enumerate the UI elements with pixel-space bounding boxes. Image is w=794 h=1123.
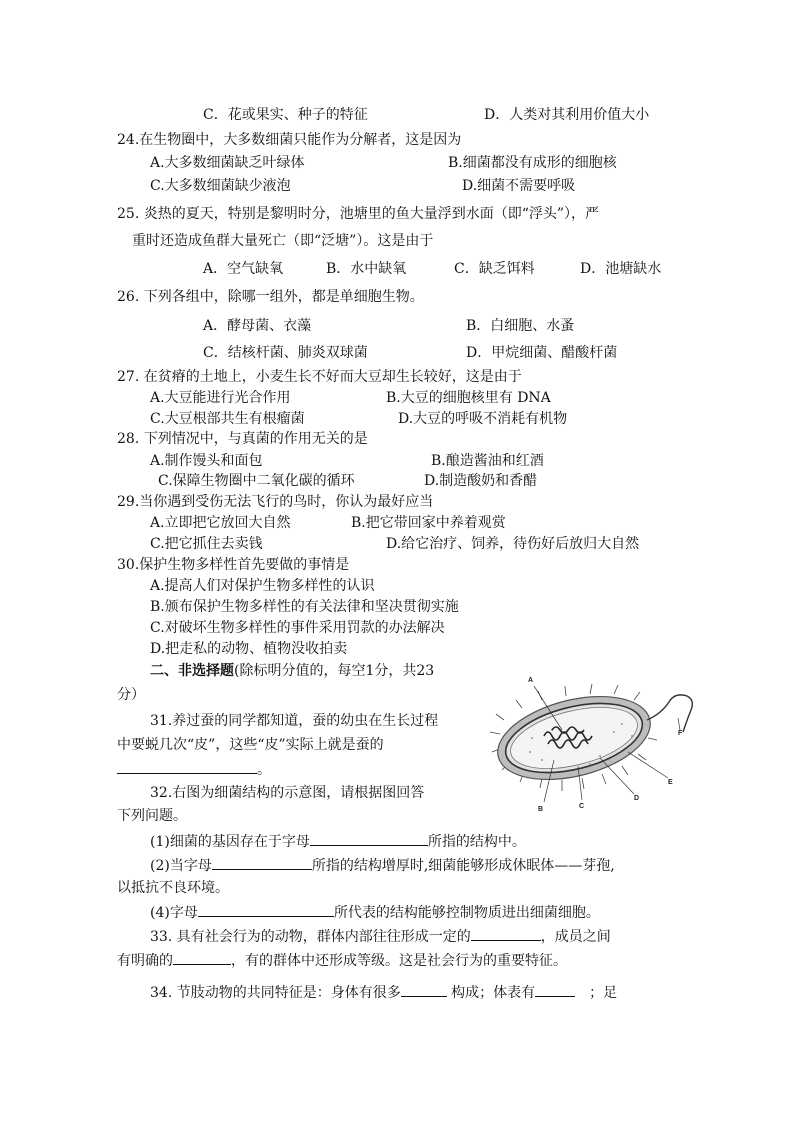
q31-line-1: 31.养过蚕的同学都知道，蚕的幼虫在生长过程	[150, 713, 439, 729]
label-c: C	[579, 803, 585, 810]
q27-option-c: C.大豆根部共生有根瘤菌	[150, 411, 305, 427]
q26-option-a: A．酵母菌、衣藻	[203, 318, 312, 334]
q31-line-2: 中要蜕几次“皮”，这些“皮”实际上就是蚕的	[117, 737, 384, 753]
label-d: D	[634, 795, 640, 802]
q32-blank-1[interactable]	[310, 831, 428, 846]
q33-line-1: 33. 具有社会行为的动物，群体内部往往形成一定的 ，成员之间	[150, 926, 611, 947]
section-2-title: 二、非选择题	[150, 663, 234, 679]
q25-stem-2: 重时还造成鱼群大量死亡（即“泛塘”）。这是由于	[132, 233, 434, 249]
q33-line-2: 有明确的 ，有的群体中还形成等级。这是社会行为的重要特征。	[117, 950, 567, 971]
q23-option-d: D．人类对其利用价值大小	[484, 107, 650, 123]
label-e: E	[668, 779, 673, 786]
q32-blank-4[interactable]	[198, 902, 334, 917]
q32-line-1: 32.右图为细菌结构的示意图，请根据图回答	[150, 785, 425, 801]
q26-option-b: B．白细胞、水蚤	[466, 318, 575, 334]
q30-option-a: A.提高人们对保护生物多样性的认识	[150, 578, 375, 594]
q27-option-b: B.大豆的细胞核里有 DNA	[386, 390, 551, 406]
q30-option-c: C.对破坏生物多样性的事件采用罚款的办法解决	[150, 620, 445, 636]
q24-option-c: C.大多数细菌缺少液泡	[150, 178, 291, 194]
q24-stem: 24.在生物圈中，大多数细菌只能作为分解者，这是因为	[117, 132, 462, 148]
q33-blank-1[interactable]	[471, 926, 541, 941]
q24-option-a: A.大多数细菌缺乏叶绿体	[150, 155, 305, 171]
q32-sub-1: (1)细菌的基因存在于字母 所指的结构中。	[150, 831, 526, 852]
section-2-note: (除标明分值的，每空1分，共23	[234, 663, 435, 679]
label-f: F	[678, 730, 683, 737]
section-2-heading	[150, 661, 434, 681]
q32-sub-2: (2)当字母 所指的结构增厚时,细菌能够形成休眠体——芽孢,	[150, 855, 615, 876]
q28-option-b: B.酿造酱油和红酒	[431, 453, 544, 469]
q32-sub-4: (4)字母 所代表的结构能够控制物质进出细菌细胞。	[150, 902, 600, 923]
q26-stem: 26. 下列各组中，除哪一组外，都是单细胞生物。	[117, 289, 424, 305]
q25-option-d: D．池塘缺水	[580, 261, 662, 277]
q28-option-c: C.保障生物圈中二氧化碳的循环	[158, 473, 355, 489]
q29-stem: 29.当你遇到受伤无法飞行的鸟时，你认为最好应当	[117, 494, 434, 510]
q28-option-a: A.制作馒头和面包	[150, 453, 263, 469]
q25-option-a: A．空气缺氧	[203, 261, 284, 277]
q34-line-1: 34. 节肢动物的共同特征是：身体有很多 构成；体表有 ；足	[150, 982, 617, 1003]
q27-option-d: D.大豆的呼吸不消耗有机物	[398, 411, 568, 427]
q26-option-c: C．结核杆菌、肺炎双球菌	[203, 345, 368, 361]
flagellum	[647, 695, 692, 732]
q27-stem: 27. 在贫瘠的土地上，小麦生长不好而大豆却生长较好，这是由于	[117, 369, 522, 385]
q30-stem: 30.保护生物多样性首先要做的事情是	[117, 557, 350, 573]
q30-option-b: B.颁布保护生物多样性的有关法律和坚决贯彻实施	[150, 599, 459, 615]
q27-option-a: A.大豆能进行光合作用	[150, 390, 291, 406]
label-a: A	[528, 677, 534, 684]
q24-option-d: D.细菌不需要呼吸	[462, 178, 576, 194]
label-b: B	[538, 806, 544, 812]
q29-option-d: D.给它治疗、饲养，待伤好后放归大自然	[386, 536, 640, 552]
q29-option-b: B.把它带回家中养着观赏	[351, 515, 506, 531]
q31-blank[interactable]	[117, 759, 257, 774]
q32-line-2: 下列问题。	[117, 808, 187, 824]
q31-answer-line: 。	[117, 759, 271, 780]
q23-option-c: C．花或果实、种子的特征	[203, 107, 368, 123]
q28-option-d: D.制造酸奶和香醋	[424, 473, 538, 489]
section-2-note-cont: 分）	[117, 687, 145, 703]
q26-option-d: D．甲烷细菌、醋酸杆菌	[466, 345, 618, 361]
q25-stem-1: 25. 炎热的夏天，特别是黎明时分，池塘里的鱼大量浮到水面（即“浮头”），严	[117, 206, 600, 222]
q28-stem: 28. 下列情况中，与真菌的作用无关的是	[117, 431, 368, 447]
q29-option-c: C.把它抓住去卖钱	[150, 536, 263, 552]
bacterium-diagram	[482, 672, 702, 812]
q33-blank-2[interactable]	[173, 950, 231, 965]
q25-option-c: C．缺乏饵料	[454, 261, 535, 277]
q30-option-d: D.把走私的动物、植物没收拍卖	[150, 641, 348, 657]
q34-blank-1[interactable]	[401, 982, 447, 997]
q25-option-b: B．水中缺氧	[326, 261, 407, 277]
q32-blank-2[interactable]	[212, 855, 312, 870]
q32-sub-2-cont: 以抵抗不良环境。	[117, 880, 229, 896]
q34-blank-2[interactable]	[535, 982, 575, 997]
q24-option-b: B.细菌都没有成形的细胞核	[448, 155, 617, 171]
q29-option-a: A.立即把它放回大自然	[150, 515, 291, 531]
